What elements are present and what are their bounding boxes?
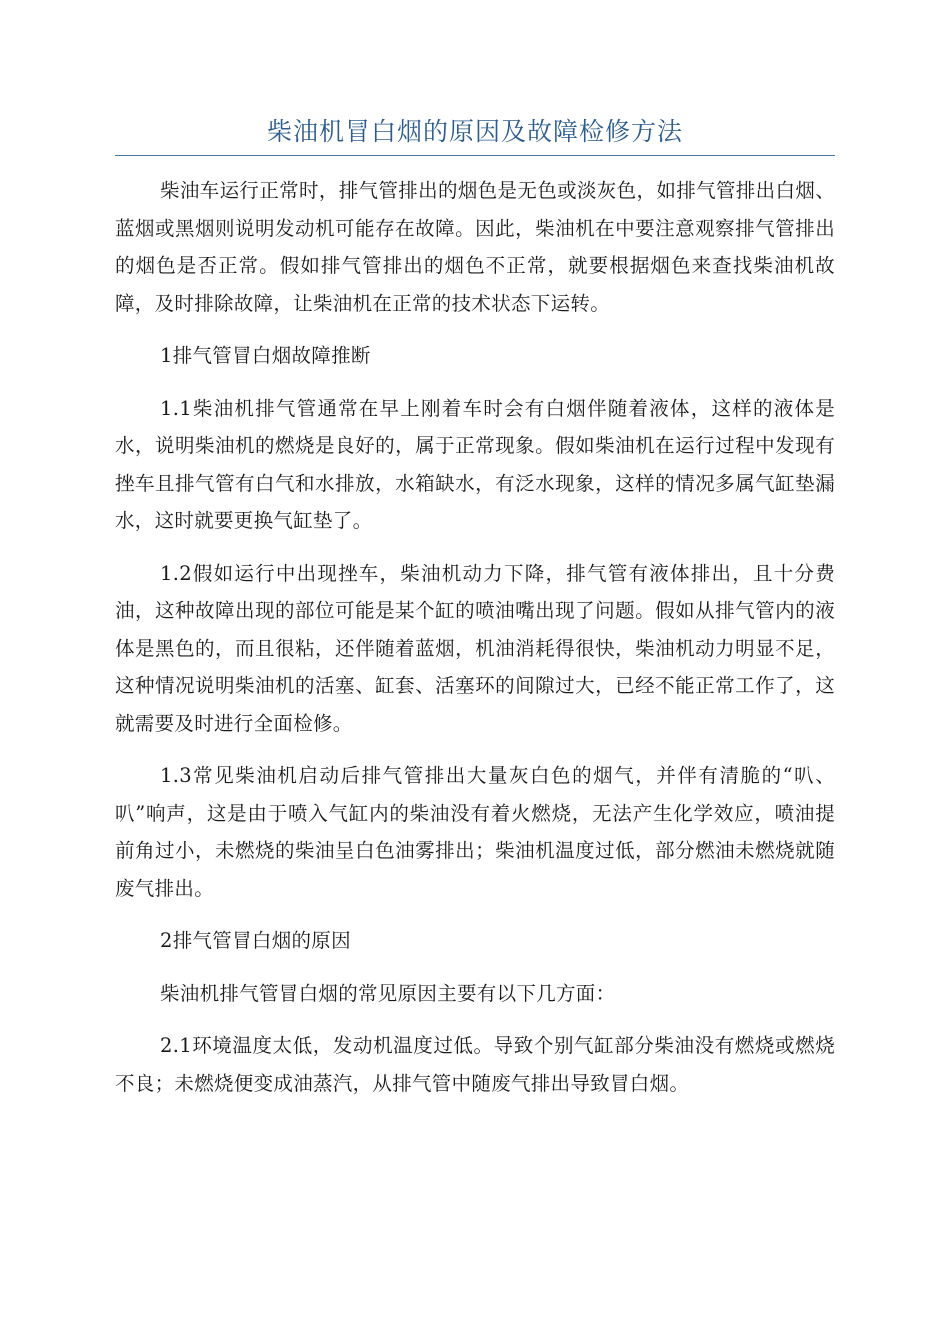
paragraph-1-3: 1.3常见柴油机启动后排气管排出大量灰白色的烟气，并伴有清脆的“叭、叭”响声，这是由于喷入气缸内的柴油没有着火燃烧，无法产生化学效应，喷油提前角过小，未燃烧的柴油呈白色油雾排出；柴油机温度过低，部分燃油未燃烧就随废气排出。 [115,764,835,900]
intro-paragraph: 柴油车运行正常时，排气管排出的烟色是无色或淡灰色，如排气管排出白烟、蓝烟或黑烟则说明发动机可能存在故障。因此，柴油机在中要注意观察排气管排出的烟色是否正常。假如排气管排出的烟色不正常，就要根据烟色来查找柴油机故障，及时排除故障，让柴油机在正常的技术状态下运转。 [115,179,835,315]
paragraph-2-1: 2.1环境温度太低，发动机温度过低。导致个别气缸部分柴油没有燃烧或燃烧不良；未燃烧便变成油蒸汽，从排气管中随废气排出导致冒白烟。 [115,1034,835,1095]
section-2-intro: 柴油机排气管冒白烟的常见原因主要有以下几方面： [160,981,616,1005]
paragraph-1-2: 1.2假如运行中出现挫车，柴油机动力下降，排气管有液体排出，且十分费油，这种故障出现的部位可能是某个缸的喷油嘴出现了问题。假如从排气管内的液体是黑色的，而且很粘，还伴随着蓝烟，机油消耗得很快，柴油机动力明显不足，这种情况说明柴油机的活塞、缸套、活塞环的间隙过大，已经不能正常工作了，这就需要及时进行全面检修。 [115,561,835,735]
title-underline [115,155,835,156]
section-heading-1: 1排气管冒白烟故障推断 [160,344,371,367]
document-title: 柴油机冒白烟的原因及故障检修方法 [266,117,683,146]
section-heading-2: 2排气管冒白烟的原因 [160,929,351,952]
paragraph-1-1: 1.1柴油机排气管通常在早上刚着车时会有白烟伴随着液体，这样的液体是水，说明柴油机的燃烧是良好的，属于正常现象。假如柴油机在运行过程中发现有挫车且排气管有白气和水排放，水箱缺水，有泛水现象，这样的情况多属气缸垫漏水，这时就要更换气缸垫了。 [115,396,835,532]
document-body [115,172,835,1117]
